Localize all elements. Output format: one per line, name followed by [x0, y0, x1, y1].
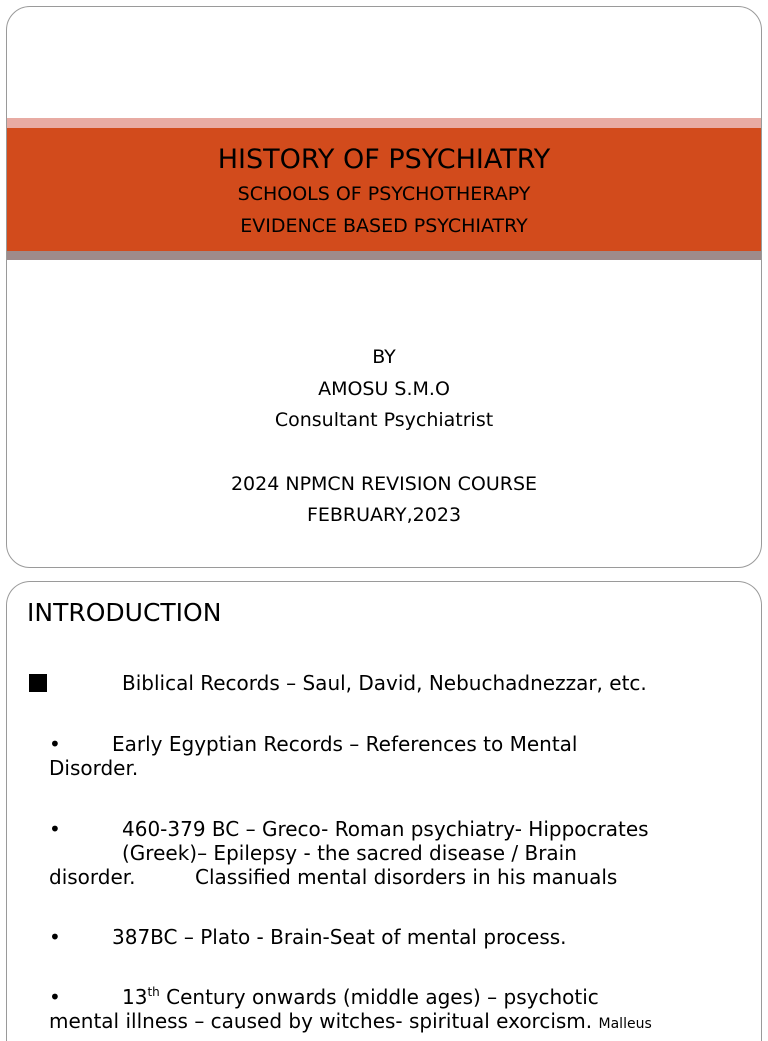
bullet-icon: • [49, 817, 61, 841]
square-bullet-icon [29, 674, 47, 692]
pink-stripe [7, 118, 761, 128]
course-name: 2024 NPMCN REVISION COURSE [230, 472, 538, 495]
slide-title: HISTORY OF PSYCHIATRY [217, 144, 551, 175]
list-item-text [122, 985, 599, 1009]
title-slide [6, 6, 762, 568]
spacer [7, 437, 761, 469]
list-item-text [49, 1009, 652, 1036]
author-role: Consultant Psychiatrist [274, 409, 494, 432]
presentation-date: FEBRUARY,2023 [306, 504, 462, 527]
bullet-icon: • [49, 925, 61, 949]
slide-subtitle-2: EVIDENCE BASED PSYCHIATRY [240, 215, 528, 237]
author-block [7, 342, 761, 532]
slide-heading: INTRODUCTION [27, 598, 222, 627]
list-item-text: Disorder. [49, 756, 139, 780]
witch-line: mental illness – caused by witches- spiritual exorcism. [49, 1009, 593, 1033]
slide-subtitle-1: SCHOOLS OF PSYCHOTHERAPY [237, 183, 531, 205]
bullet-icon: • [49, 985, 61, 1009]
title-band [7, 128, 761, 251]
introduction-slide [6, 581, 762, 1041]
list-item-text: Classified mental disorders in his manuals [195, 865, 618, 889]
by-label: BY [372, 346, 396, 368]
malleus-text: Malleus [598, 1016, 652, 1032]
century-number: 13 [122, 985, 148, 1009]
bullet-icon: • [49, 732, 61, 756]
list-item-text: disorder. [49, 865, 136, 889]
list-item-text: 387BC – Plato - Brain-Seat of mental process. [112, 925, 567, 949]
gray-stripe [7, 251, 761, 260]
list-item-text: (Greek)– Epilepsy - the sacred disease / Brain [122, 841, 577, 865]
list-item [29, 673, 47, 697]
century-superscript: th [147, 985, 160, 999]
list-item-text: 460-379 BC – Greco- Roman psychiatry- Hippocrates [122, 817, 649, 841]
author-name: AMOSU S.M.O [318, 377, 450, 400]
century-text: Century onwards (middle ages) – psychotic [159, 985, 599, 1009]
list-item-text: Biblical Records – Saul, David, Nebuchadnezzar, etc. [122, 671, 647, 695]
list-item-text: Early Egyptian Records – References to Mental [112, 732, 578, 756]
